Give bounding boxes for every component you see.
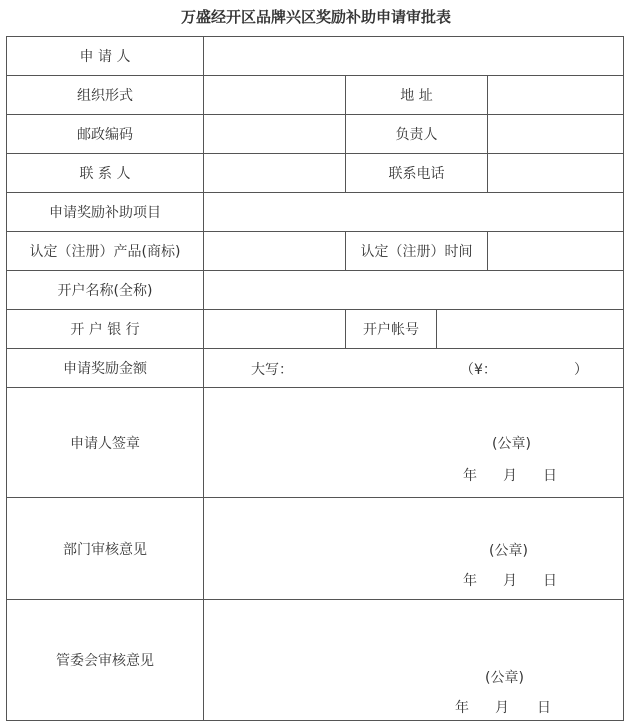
day-label: 日: [537, 700, 551, 716]
label-contact-phone: 联系电话: [345, 153, 488, 193]
label-certified-time: 认定（注册）时间: [345, 231, 488, 271]
field-applicant[interactable]: [203, 36, 624, 76]
official-seal-label: (公章): [489, 543, 528, 559]
field-account-no[interactable]: [436, 309, 624, 349]
label-person-in-charge: 负责人: [345, 114, 488, 154]
label-account-name: 开户名称(全称): [6, 270, 204, 310]
label-address: 地 址: [345, 75, 488, 115]
label-amount: 申请奖励金额: [6, 348, 204, 388]
official-seal-label: (公章): [492, 436, 531, 452]
day-label: 日: [543, 573, 557, 589]
amount-capital-label: 大写：: [251, 362, 293, 378]
field-account-name[interactable]: [203, 270, 624, 310]
label-bank: 开 户 银 行: [6, 309, 204, 349]
amount-yen-open: （¥：: [460, 362, 497, 378]
field-contact-person[interactable]: [203, 153, 346, 193]
field-amount[interactable]: [203, 348, 624, 388]
month-label: 月: [495, 700, 509, 716]
label-applicant: 申 请 人: [6, 36, 204, 76]
label-dept-opinion: 部门审核意见: [6, 497, 204, 600]
label-project: 申请奖励补助项目: [6, 192, 204, 232]
field-certified-product[interactable]: [203, 231, 346, 271]
label-contact-person: 联 系 人: [6, 153, 204, 193]
field-project[interactable]: [203, 192, 624, 232]
day-label: 日: [543, 468, 557, 484]
field-certified-time[interactable]: [487, 231, 624, 271]
field-person-in-charge[interactable]: [487, 114, 624, 154]
label-account-no: 开户帐号: [345, 309, 437, 349]
field-address[interactable]: [487, 75, 624, 115]
year-label: 年: [455, 700, 469, 716]
label-committee-opinion: 管委会审核意见: [6, 599, 204, 721]
year-label: 年: [463, 573, 477, 589]
label-certified-product: 认定（注册）产品(商标): [6, 231, 204, 271]
year-label: 年: [463, 468, 477, 484]
field-applicant-seal[interactable]: [203, 387, 624, 498]
field-postal-code[interactable]: [203, 114, 346, 154]
field-contact-phone[interactable]: [487, 153, 624, 193]
month-label: 月: [503, 573, 517, 589]
amount-yen-close: ）: [574, 362, 588, 378]
field-bank[interactable]: [203, 309, 346, 349]
field-committee-opinion[interactable]: [203, 599, 624, 721]
official-seal-label: (公章): [485, 670, 524, 686]
month-label: 月: [503, 468, 517, 484]
label-applicant-seal: 申请人签章: [6, 387, 204, 498]
form-title: 万盛经开区品牌兴区奖励补助申请审批表: [180, 8, 451, 26]
field-org-form[interactable]: [203, 75, 346, 115]
field-dept-opinion[interactable]: [203, 497, 624, 600]
label-postal-code: 邮政编码: [6, 114, 204, 154]
label-org-form: 组织形式: [6, 75, 204, 115]
